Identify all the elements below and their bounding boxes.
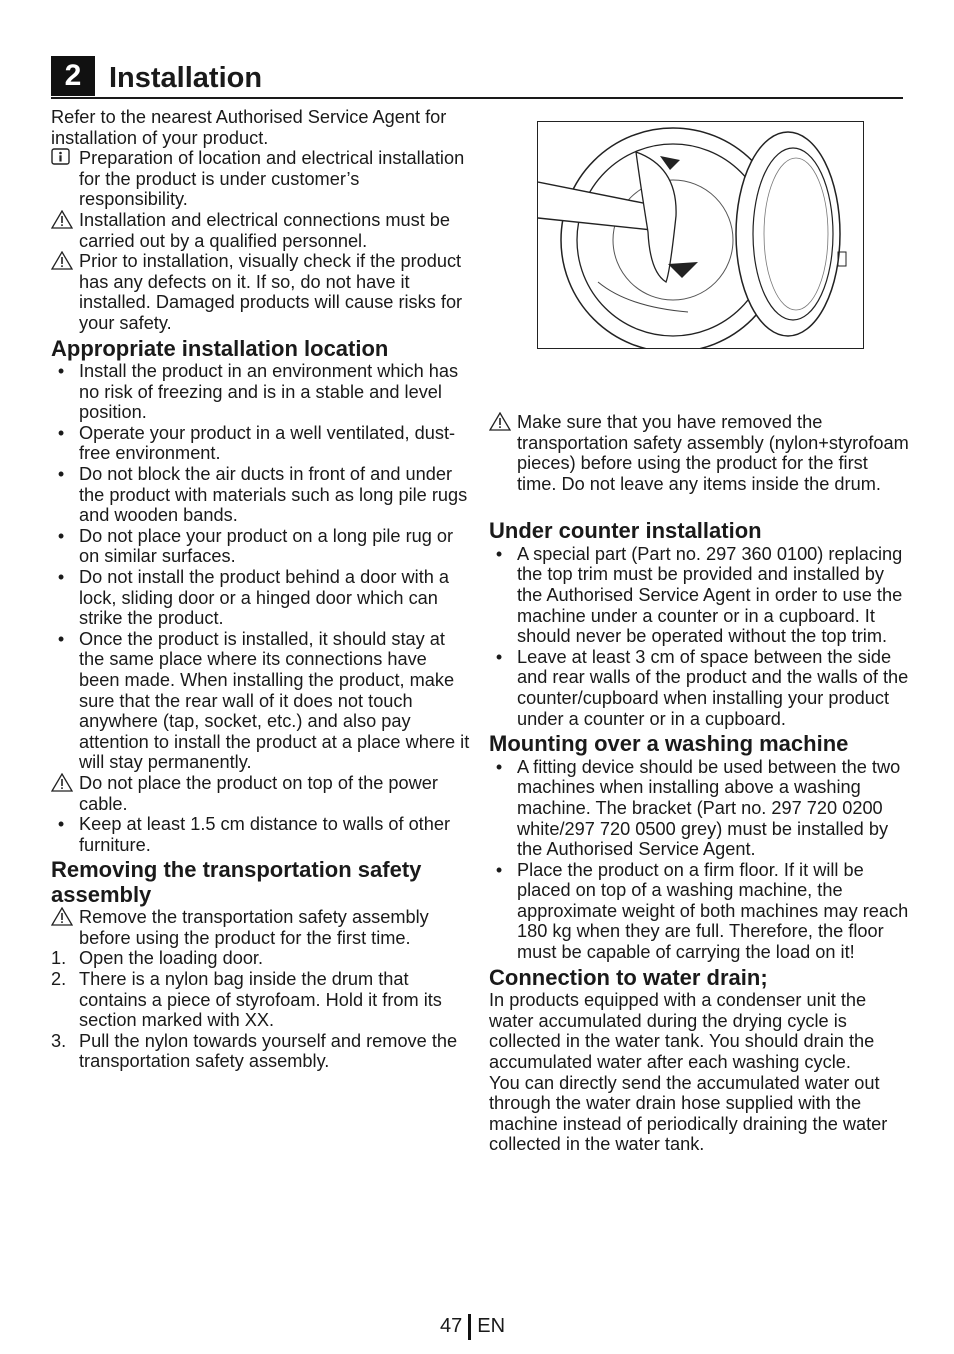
footer-divider — [468, 1314, 471, 1340]
list-item: • Do not place your product on a long pile rug or on similar surfaces. — [51, 526, 471, 567]
bullet-icon: • — [57, 464, 65, 484]
section-header — [51, 52, 903, 99]
note-text: Preparation of location and electrical installation for the product is under customer’s responsibility. — [79, 148, 465, 210]
step-number: 3. — [51, 1030, 67, 1051]
warning-triangle-icon — [51, 907, 77, 931]
step-number: 2. — [51, 969, 67, 990]
bullet-icon: • — [57, 628, 65, 649]
bullet-icon: • — [495, 859, 503, 880]
right-column — [489, 412, 909, 1155]
drain-paragraph: You can directly send the accumulated water out through the water drain hose supplied with the machine instead of periodically draining the water collected in the water tank. — [489, 1072, 888, 1155]
intro-text: Refer to the nearest Authorised Service Agent for installation of your product. — [51, 107, 447, 148]
warning-triangle-icon — [51, 210, 77, 234]
location-heading: Appropriate installation location — [51, 335, 389, 361]
page-footer — [440, 1311, 505, 1341]
bullet-icon: • — [57, 814, 65, 835]
mounting-heading: Mounting over a washing machine — [489, 731, 849, 757]
dryer-drum-illustration — [537, 121, 864, 349]
warning-note — [51, 210, 471, 251]
warning-note — [51, 251, 471, 333]
bullet-icon: • — [57, 566, 65, 587]
language-code: EN — [477, 1315, 506, 1337]
list-item: • Install the product in an environment which has no risk of freezing and is in a stable and level position. — [51, 361, 471, 423]
step-item: 2. There is a nylon bag inside the drum that contains a piece of styrofoam. Hold it from its section marked with XX. — [51, 969, 442, 1031]
info-icon — [51, 148, 77, 170]
page-number: 47 — [440, 1315, 463, 1337]
step-number: 1. — [51, 948, 67, 969]
list-item: • Do not install the product behind a door with a lock, sliding door or a hinged door which can strike the product. — [51, 567, 471, 629]
bullet-icon: • — [57, 525, 65, 546]
list-item: • A fitting device should be used between the two machines when installing above a washing machine. The bracket (Part no. 297 720 0200 white/297 720 0500 grey) must be installed by the Authorised Service Agent. — [489, 757, 909, 860]
section-number: 2 — [51, 56, 95, 96]
list-item: • Place the product on a firm floor. If it will be placed on top of a washing machine, the approximate weight of both machines may reach 180 kg when they are full. Therefore, the floor must be capable of carrying the load on it! — [489, 860, 909, 963]
info-note — [51, 148, 471, 210]
warning-note: Make sure that you have removed the transportation safety assembly (nylon+styrofoam pieces) before using the product for the first time. Do not leave any items inside the drum. — [489, 412, 909, 494]
warning-triangle-icon — [489, 412, 515, 436]
section-title: Installation — [109, 62, 263, 94]
under-counter-heading: Under counter installation — [489, 518, 762, 544]
bullet-icon: • — [495, 543, 503, 564]
step-item: 3. Pull the nylon towards yourself and remove the transportation safety assembly. — [51, 1030, 458, 1072]
warning-note: Remove the transportation safety assembly before using the product for the first time. — [51, 907, 471, 948]
drain-paragraph: In products equipped with a condenser unit the water accumulated during the drying cycle is collected in the water tank. You should drain the accumulated water after each washing cycle. — [489, 990, 875, 1072]
warning-note: Do not place the product on top of the power cable. — [51, 773, 471, 814]
list-item: • Once the product is installed, it should stay at the same place where its connections have been made. When installing the product, make sure that the rear wall of it does not touch anywhere (tap, socket, etc.) and also pay attention to install the product at a place where it will stay permanently. — [51, 629, 471, 773]
list-item: • A special part (Part no. 297 360 0100) replacing the top trim must be provided and installed by the Authorised Service Agent in order to use the machine under a counter or in a cupboard. It should never be operated without the top trim. — [489, 544, 909, 647]
bullet-icon: • — [495, 756, 503, 777]
note-text: Prior to installation, visually check if the product has any defects on it. If so, do not have it installed. Damaged products will cause risks for your safety. — [79, 251, 463, 333]
bullet-icon: • — [57, 361, 65, 382]
step-item: 1. Open the loading door. — [51, 948, 264, 969]
warning-triangle-icon — [51, 251, 77, 275]
note-text: Installation and electrical connections must be carried out by a qualified personnel. — [79, 209, 451, 251]
drain-heading: Connection to water drain; — [489, 964, 768, 990]
left-column — [51, 107, 471, 1072]
bullet-icon: • — [57, 422, 65, 443]
transport-heading: Removing the transportation safety assembly — [51, 857, 422, 907]
list-item: • Do not block the air ducts in front of and under the product with materials such as long pile rugs and wooden bands. — [51, 464, 471, 526]
list-item: • Operate your product in a well ventilated, dust-free environment. — [51, 423, 471, 464]
warning-triangle-icon — [51, 773, 77, 797]
bullet-icon: • — [495, 646, 503, 667]
list-item: • Leave at least 3 cm of space between the side and rear walls of the product and the walls of the counter/cupboard when installing your product under a counter or in a cupboard. — [489, 647, 909, 729]
list-item: • Keep at least 1.5 cm distance to walls of other furniture. — [51, 814, 471, 855]
